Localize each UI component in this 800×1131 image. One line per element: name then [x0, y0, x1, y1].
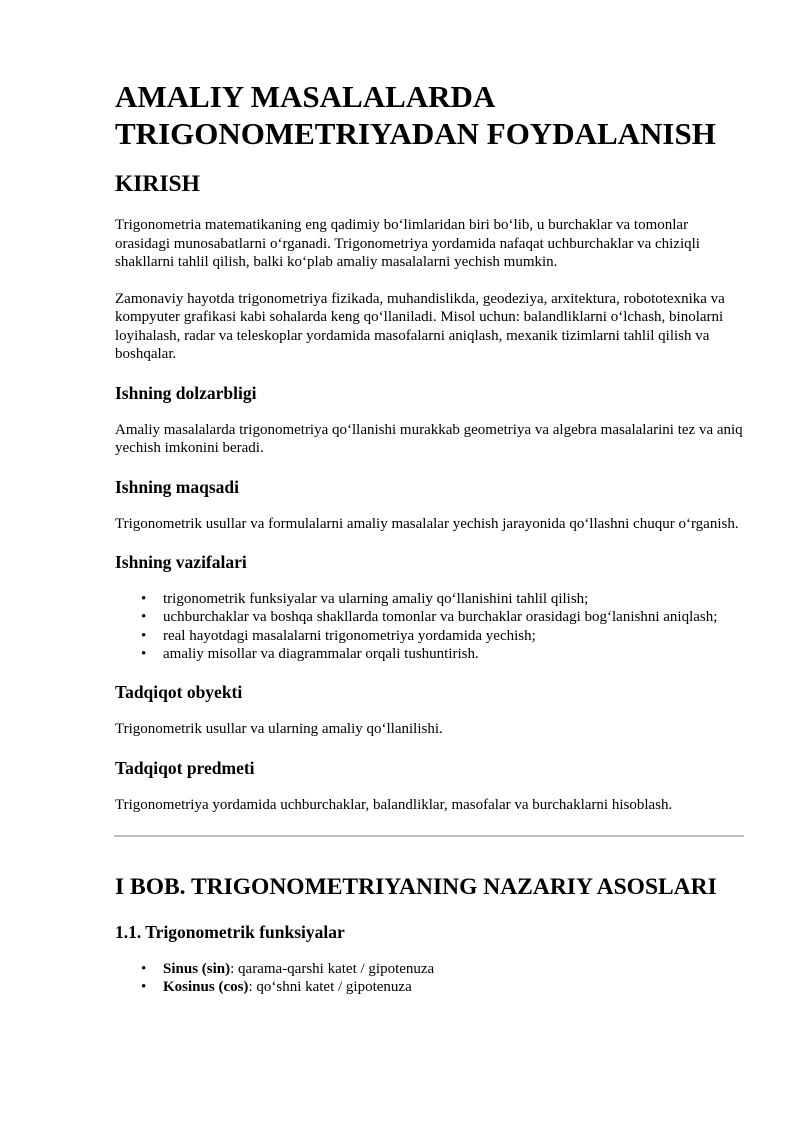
intro-paragraph-1: Trigonometria matematikaning eng qadimiy boʻlimlaridan biri boʻlib, u burchaklar va tomonlar orasidagi munosabatlarni oʻrganadi. Trigonometriya yordamida nafaqat uchburchaklar va chiziqli shakllarni tahlil qilish, balki koʻplab amaliy masalalarni yechish mumkin. [115, 217, 700, 270]
definition-term: Sinus (sin) [163, 961, 231, 978]
document-title: AMALIY MASALALARDA TRIGONOMETRIYADAN FOYDALANISH [115, 79, 716, 151]
research-subject-text: Trigonometriya yordamida uchburchaklar, balandliklar, masofalar va burchaklarni hisoblash. [115, 796, 673, 813]
intro-paragraph-2: Zamonaviy hayotda trigonometriya fizikada, muhandislikda, geodeziya, arxitektura, robototexnika va kompyuter grafikasi kabi sohalarda keng qoʻllaniladi. Misol uchun: balandliklarni oʻlchash, binolarni loyihalash, radar va teleskoplar yordamida masofalarni aniqlash, mexanik tizimlarni tahlil qilish va boshqalar. [115, 290, 725, 362]
tasks-list [115, 590, 745, 663]
list-item: • real hayotdagi masalalarni trigonometriya yordamida yechish; [163, 627, 745, 645]
intro-heading: KIRISH [115, 171, 200, 197]
list-item [163, 960, 745, 978]
definitions-list [115, 960, 745, 997]
subsection-heading: 1.1. Trigonometrik funksiyalar [115, 922, 345, 943]
list-item: • amaliy misollar va diagrammalar orqali tushuntirish. [163, 645, 745, 663]
definition-term: Kosinus (cos) [163, 979, 249, 996]
research-object-heading: Tadqiqot obyekti [115, 682, 243, 703]
research-object-text: Trigonometrik usullar va ularning amaliy qoʻllanilishi. [115, 721, 443, 738]
document-page [115, 78, 745, 1015]
list-item [163, 978, 745, 996]
definition-text: : qarama-qarshi katet / gipotenuza [230, 961, 435, 978]
goal-heading: Ishning maqsadi [115, 476, 240, 497]
definition-text: : qoʻshni katet / gipotenuza [248, 979, 412, 996]
relevance-heading: Ishning dolzarbligi [115, 382, 257, 403]
list-item: • trigonometrik funksiyalar va ularning amaliy qoʻllanishini tahlil qilish; [163, 590, 745, 608]
relevance-text: Amaliy masalalarda trigonometriya qoʻllanishi murakkab geometriya va algebra masalalarini tez va aniq yechish imkonini beradi. [115, 421, 743, 456]
section-divider [114, 835, 744, 837]
goal-text: Trigonometrik usullar va formulalarni amaliy masalalar yechish jarayonida qoʻllashni chuqur oʻrganish. [115, 515, 739, 532]
research-subject-heading: Tadqiqot predmeti [115, 757, 255, 778]
tasks-heading: Ishning vazifalari [115, 552, 247, 572]
chapter-heading: I BOB. TRIGONOMETRIYANING NAZARIY ASOSLARI [115, 874, 717, 901]
list-item: • uchburchaklar va boshqa shakllarda tomonlar va burchaklar orasidagi bogʻlanishni aniqlash; [163, 608, 745, 626]
